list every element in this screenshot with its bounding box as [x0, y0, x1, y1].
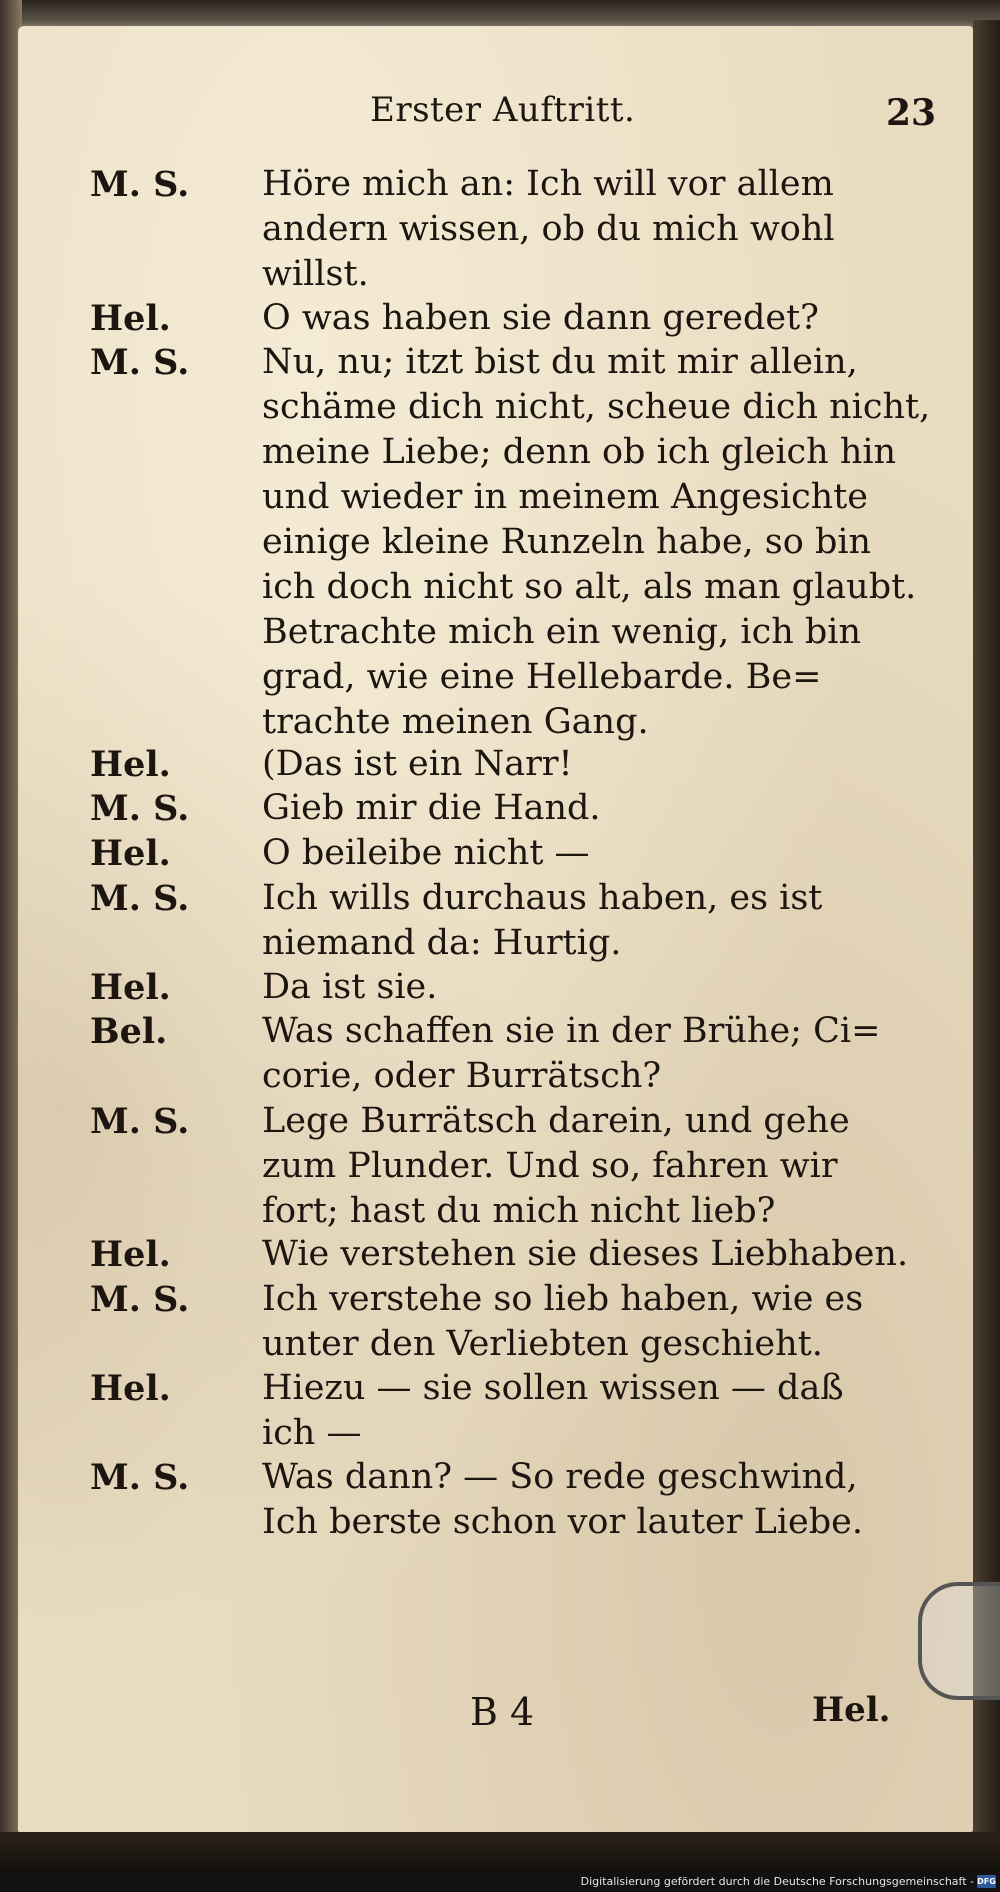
speech-text [262, 876, 944, 966]
speaker-label: M. S. [90, 877, 190, 919]
speaker-label: M. S. [90, 164, 190, 205]
text-line: Höre mich an: Ich will vor allem [262, 164, 834, 204]
speech-text [262, 162, 944, 297]
speech-text [262, 742, 944, 787]
text-line: O was haben sie dann geredet? [262, 297, 819, 338]
speech-text [262, 296, 944, 341]
speech-text [262, 1099, 944, 1234]
speech-text [262, 831, 944, 876]
speaker-label: Hel. [90, 743, 171, 785]
text-line: (Das ist ein Narr! [262, 743, 573, 784]
catchword: Hel. [812, 1690, 891, 1730]
speaker-label: M. S. [90, 788, 190, 830]
text-line: Wie verstehen sie dieses Liebhaben. [262, 1234, 909, 1275]
speech-text [262, 1366, 944, 1456]
credit-text: Digitalisierung gefördert durch die Deutsche Forschungsgemeinschaft - [580, 1875, 974, 1888]
text-line: niemand da: Hurtig. [262, 922, 622, 963]
text-line: Ich wills durchaus haben, es ist [262, 877, 823, 918]
text-line: Da ist sie. [262, 966, 438, 1007]
text-line: trachte meinen Gang. [262, 702, 649, 743]
page-clip [918, 1582, 1000, 1700]
text-line: O beileibe nicht — [262, 833, 590, 873]
text-line: grad, wie eine Hellebarde. Be= [262, 657, 822, 698]
speaker-label: Hel. [90, 966, 171, 1008]
text-line: meine Liebe; denn ob ich gleich hin [262, 432, 897, 473]
text-line: ich doch nicht so alt, als man glaubt. [262, 567, 917, 608]
text-line: corie, oder Burrätsch? [262, 1056, 662, 1097]
page-number: 23 [886, 92, 937, 134]
speaker-label: M. S. [90, 342, 190, 384]
speech-text [262, 965, 944, 1010]
speech-text [262, 1009, 944, 1099]
speaker-label: M. S. [90, 1100, 190, 1142]
speech-text [262, 340, 944, 745]
text-line: schäme dich nicht, scheue dich nicht, [262, 387, 931, 428]
text-line: Nu, nu; itzt bist du mit mir allein, [262, 342, 858, 383]
text-line: Ich verstehe so lieb haben, wie es [262, 1279, 864, 1319]
text-line: ich — [262, 1413, 362, 1454]
text-line: Betrachte mich ein wenig, ich bin [262, 612, 862, 653]
text-line: zum Plunder. Und so, fahren wir [262, 1145, 838, 1186]
dfg-logo: DFG [977, 1877, 996, 1886]
text-line: Ich berste schon vor lauter Liebe. [262, 1502, 863, 1543]
text-line: und wieder in meinem Angesichte [262, 477, 868, 518]
text-line: fort; hast du mich nicht lieb? [262, 1190, 776, 1231]
bottom-book-edge [0, 1832, 1000, 1872]
speech-text [262, 1455, 944, 1545]
text-line: einige kleine Runzeln habe, so bin [262, 522, 872, 563]
speech-text [262, 1277, 944, 1367]
text-line: Hiezu — sie sollen wissen — daß [262, 1368, 844, 1409]
speech-text [262, 1232, 944, 1277]
text-line: andern wissen, ob du mich wohl [262, 209, 835, 249]
text-line: unter den Verliebten geschieht. [262, 1324, 823, 1364]
speaker-label: Bel. [90, 1011, 168, 1053]
digitization-credit-bar [0, 1872, 1000, 1892]
speaker-label: Hel. [90, 833, 171, 874]
running-head: Erster Auftritt. [370, 90, 636, 130]
speech-text [262, 786, 944, 831]
speaker-label: Hel. [90, 1234, 171, 1276]
signature-mark: B 4 [470, 1690, 535, 1734]
right-book-edge [973, 20, 1000, 1832]
speaker-label: Hel. [90, 1368, 171, 1410]
speaker-label: M. S. [90, 1457, 190, 1499]
text-line: Lege Burrätsch darein, und gehe [262, 1100, 850, 1141]
text-line: willst. [262, 254, 369, 294]
text-line: Was schaffen sie in der Brühe; Ci= [262, 1011, 881, 1052]
speaker-label: M. S. [90, 1279, 190, 1320]
text-line: Gieb mir die Hand. [262, 788, 601, 829]
speaker-label: Hel. [90, 297, 171, 339]
text-line: Was dann? — So rede geschwind, [262, 1457, 858, 1498]
